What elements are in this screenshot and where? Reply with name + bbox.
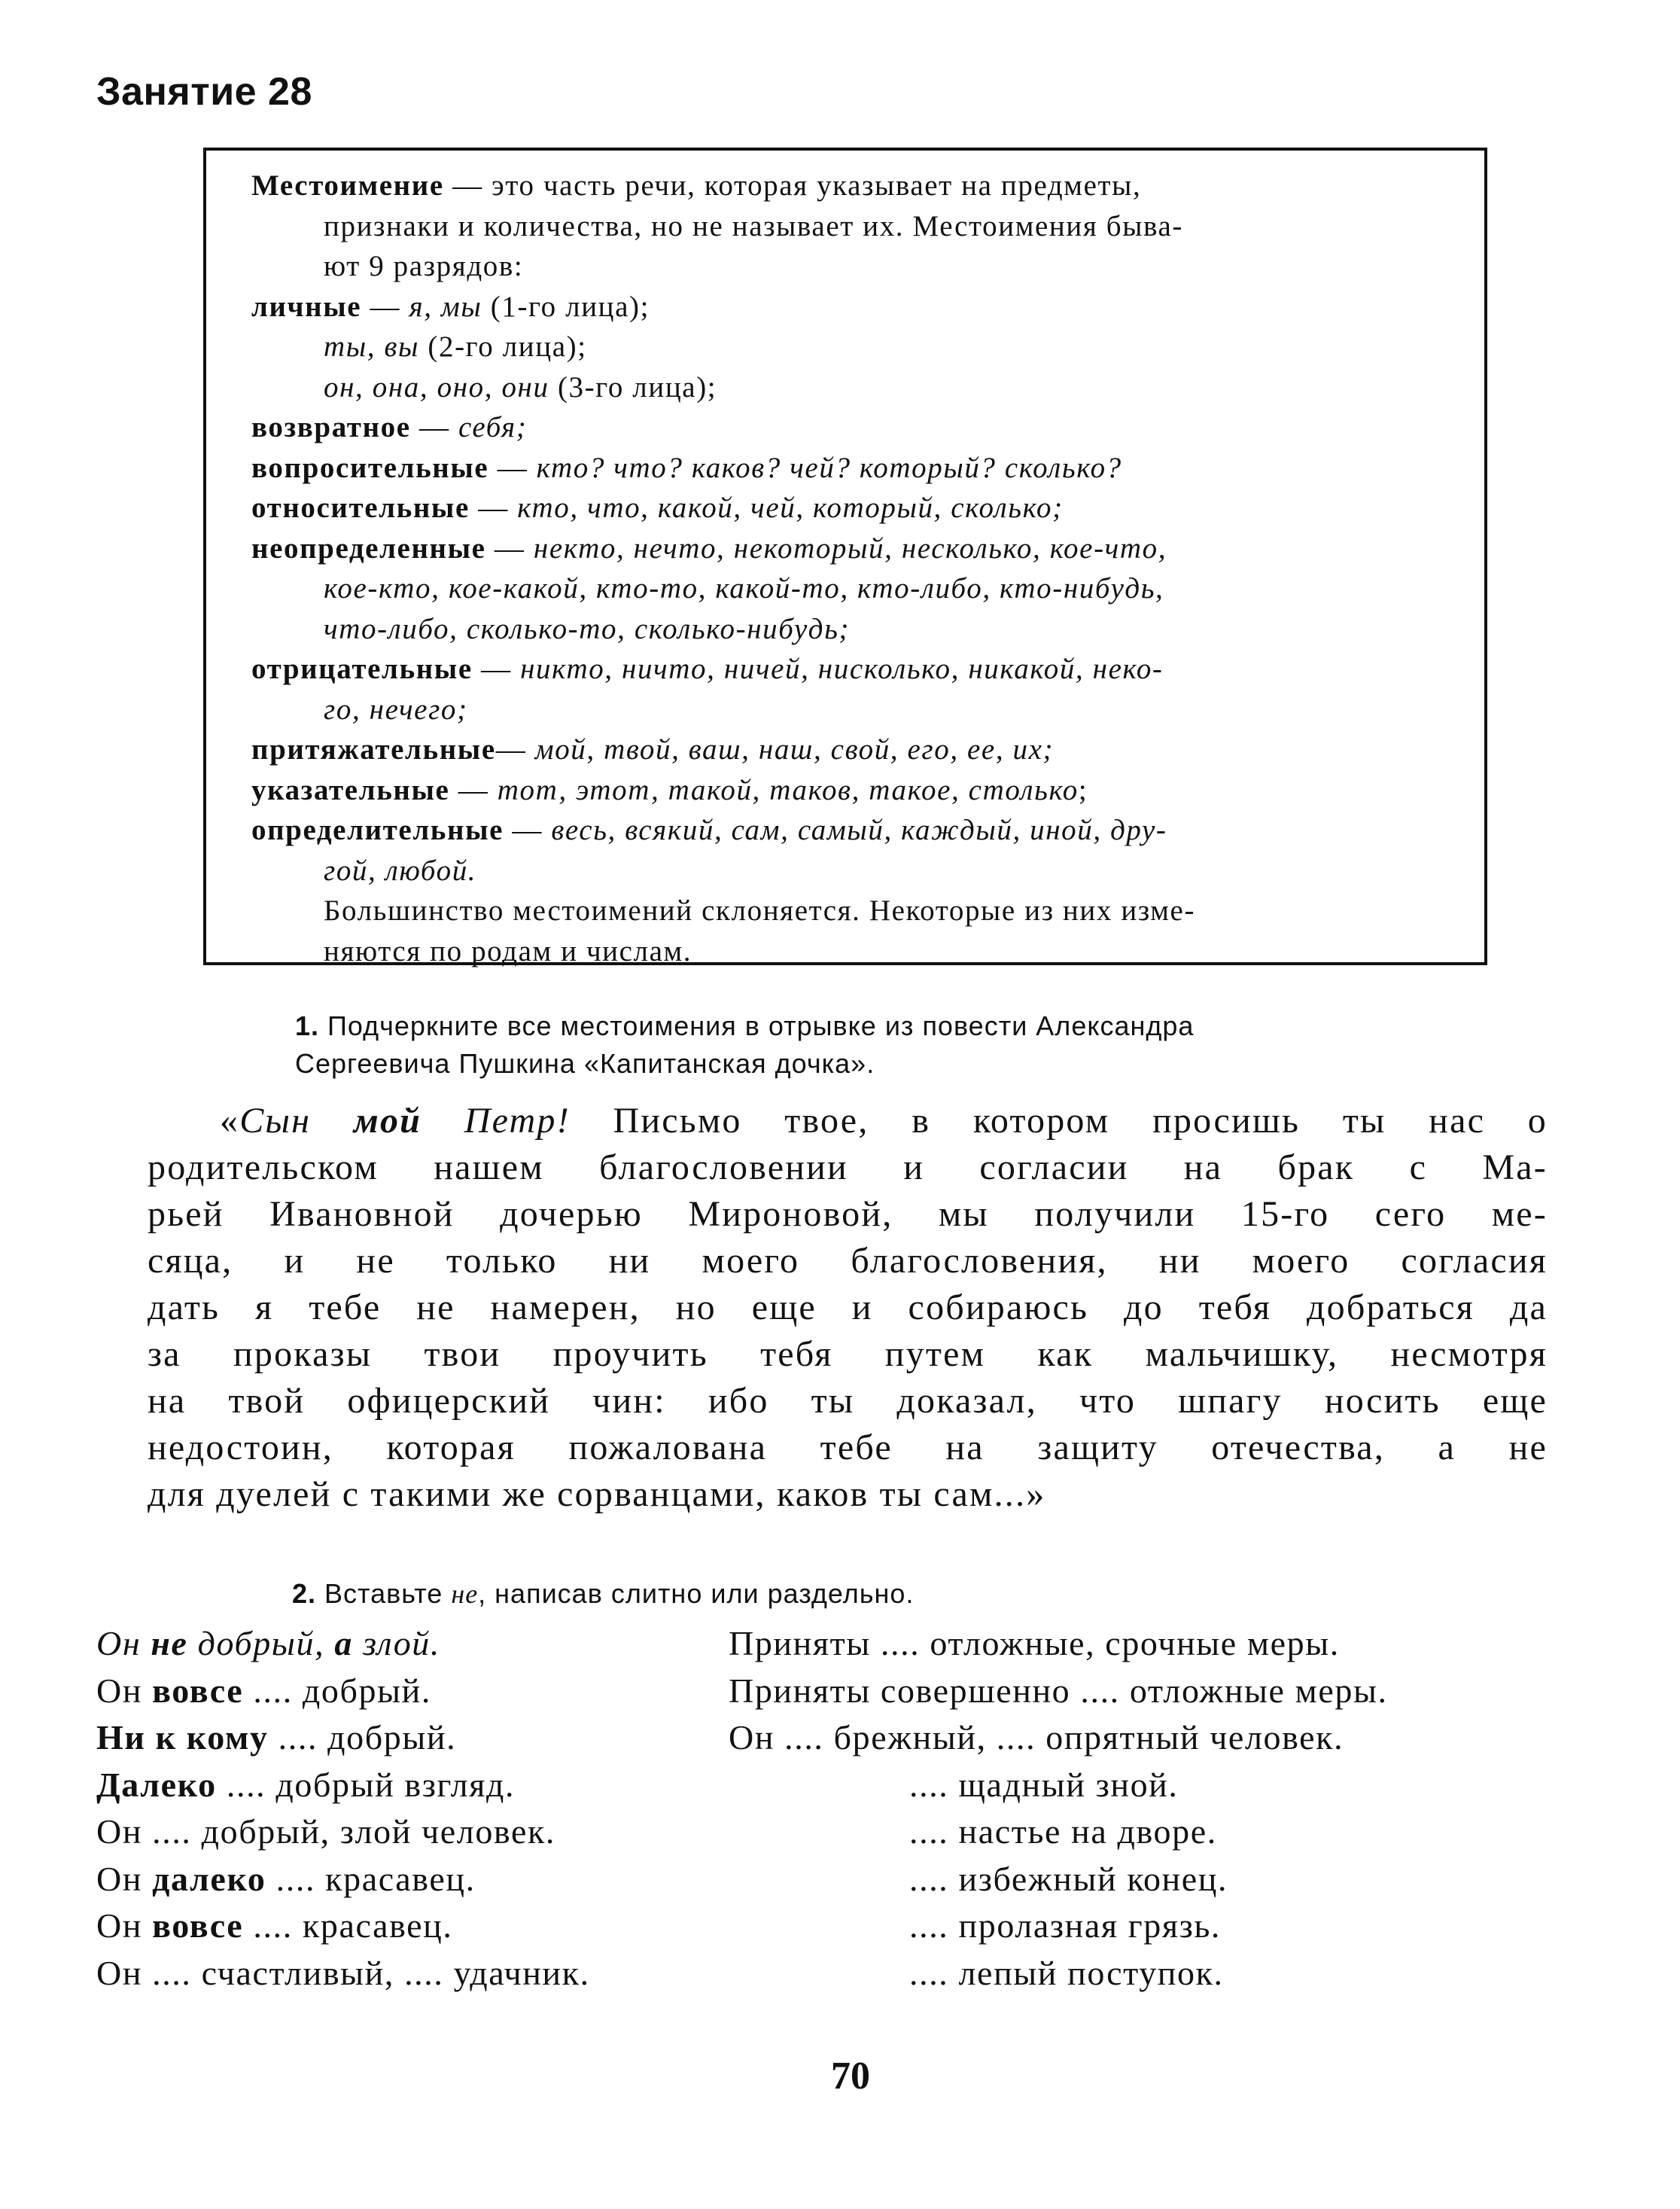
exercise-right-row-2: Приняты совершенно .... отложные меры. <box>729 1671 1388 1710</box>
rule-indefinite-1: неопределенные — некто, нечто, некоторый, несколько, кое-что, <box>251 532 1167 565</box>
rule-personal-2: ты, вы (2-го лица); <box>324 331 587 363</box>
rule-personal-3: он, она, оно, они (3-го лица); <box>324 370 717 404</box>
task-1-line-2: Сергеевича Пушкина «Капитанская дочка». <box>295 1048 875 1079</box>
passage-line-4: сяца, и не только ни моего благословения, ни моего согласия <box>148 1241 1548 1281</box>
task-2-number: 2. <box>292 1578 317 1609</box>
exercise-left-row-8: Он .... счастливый, .... удачник. <box>96 1953 590 1992</box>
exercise-right-column <box>729 1620 1388 1997</box>
rule-determinative-2: гой, любой. <box>324 854 477 887</box>
rule-interrogative: вопросительные — кто? что? каков? чей? который? сколько? <box>251 451 1122 484</box>
exercise-right-row-8: .... лепый поступок. <box>909 1953 1224 1992</box>
rule-negative-2: го, нечего; <box>324 693 468 726</box>
exercise-left-row-1: Он не добрый, а злой. <box>96 1624 440 1662</box>
task-1-number: 1. <box>295 1010 320 1041</box>
rule-possessive: притяжательные— мой, твой, ваш, наш, свой, его, ее, их; <box>251 733 1055 766</box>
pushkin-passage <box>148 1098 1548 1518</box>
page-number: 70 <box>831 2055 870 2098</box>
passage-line-5: дать я тебе не намерен, но еще и собираюсь до тебя добраться да <box>148 1287 1548 1327</box>
rule-relative: относительные — кто, что, какой, чей, который, сколько; <box>251 492 1064 524</box>
task-2-instruction: 2. Вставьте не, написав слитно или раздельно. <box>292 1578 915 1609</box>
rule-reflexive: возвратное — себя; <box>251 411 528 443</box>
rule-intro-line-1: Местоимение — это часть речи, которая указывает на предметы, <box>251 169 1142 202</box>
passage-line-3: рьей Ивановной дочерью Мироновой, мы получили 15-го сего ме- <box>148 1194 1548 1234</box>
exercise-right-row-7: .... пролазная грязь. <box>909 1906 1222 1945</box>
rule-indefinite-2: кое-кто, кое-какой, кто-то, какой-то, кто-либо, кто-нибудь, <box>324 572 1164 605</box>
passage-line-1: «Сын мой Петр! Письмо твое, в котором просишь ты нас о <box>220 1101 1548 1141</box>
exercise-right-row-6: .... избежный конец. <box>909 1859 1228 1898</box>
rule-box <box>203 148 1487 965</box>
rule-intro-line-3: ют 9 разрядов: <box>324 250 524 282</box>
task-1-line-1: 1. Подчеркните все местоимения в отрывке из повести Александра <box>295 1010 1195 1041</box>
exercise-left-row-6: Он далеко .... красавец. <box>96 1859 476 1898</box>
exercise-left-row-3: Ни к кому .... добрый. <box>96 1718 457 1757</box>
exercise-left-column <box>96 1620 590 1997</box>
rule-demonstrative: указательные — тот, этот, такой, таков, такое, столько; <box>251 773 1088 806</box>
exercise-left-row-2: Он вовсе .... добрый. <box>96 1671 431 1710</box>
passage-line-7: на твой офицерский чин: ибо ты доказал, что шпагу носить еще <box>148 1381 1548 1421</box>
exercise-left-row-5: Он .... добрый, злой человек. <box>96 1812 556 1851</box>
rule-closing-1: Большинство местоимений склоняется. Некоторые из них изме- <box>324 894 1196 927</box>
exercise-left-row-7: Он вовсе .... красавец. <box>96 1906 453 1945</box>
exercise-right-row-1: Приняты .... отложные, срочные меры. <box>729 1624 1340 1662</box>
rule-personal-1: личные — я, мы (1-го лица); <box>251 290 650 323</box>
exercise-right-row-3: Он .... брежный, .... опрятный человек. <box>729 1718 1344 1757</box>
rule-negative-1: отрицательные — никто, ничто, ничей, нисколько, никакой, неко- <box>251 653 1164 685</box>
exercise-right-row-5: .... настье на дворе. <box>909 1812 1217 1851</box>
rule-determinative-1: определительные — весь, всякий, сам, самый, каждый, иной, дру- <box>251 814 1167 846</box>
passage-line-6: за проказы твои проучить тебя путем как мальчишку, несмотря <box>148 1334 1548 1374</box>
passage-line-9: для дуелей с такими же сорванцами, каков ты сам...» <box>148 1474 1046 1514</box>
passage-line-8: недостоин, которая пожалована тебе на защиту отечества, а не <box>148 1427 1548 1467</box>
passage-line-2: родительском нашем благословении и согласии на брак с Ма- <box>148 1147 1548 1187</box>
exercise-right-row-4: .... щадный зной. <box>909 1765 1179 1804</box>
page-title: Занятие 28 <box>96 70 312 114</box>
exercise-left-row-4: Далеко .... добрый взгляд. <box>96 1765 516 1804</box>
rule-intro-line-2: признаки и количества, но не называет их. Местоимения быва- <box>324 209 1184 242</box>
task-1-instruction <box>295 1007 1194 1083</box>
rule-indefinite-3: что-либо, сколько-то, сколько-нибудь; <box>324 612 851 645</box>
rule-closing-2: няются по родам и числам. <box>324 934 692 967</box>
